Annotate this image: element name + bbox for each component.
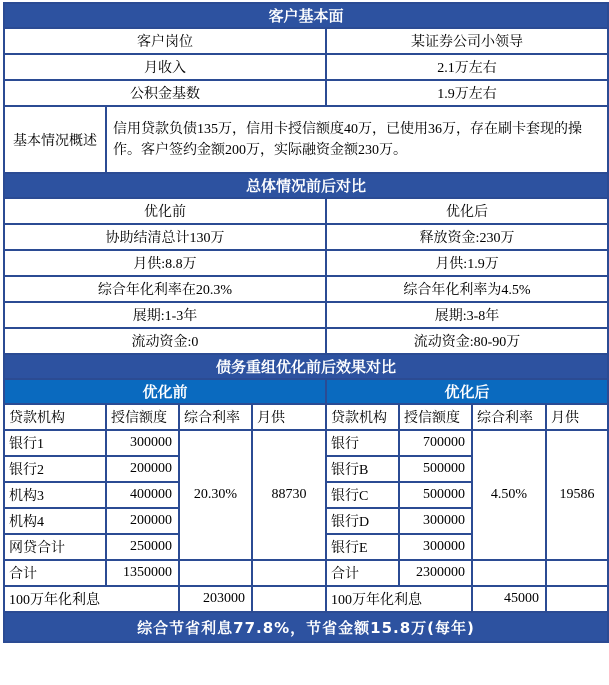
col-credit-before: 授信额度 xyxy=(106,404,179,430)
housing-fund-base-label: 公积金基数 xyxy=(4,80,326,106)
monthly-payment-after: 月供:1.9万 xyxy=(326,250,608,276)
empty-cell xyxy=(546,586,608,612)
monthly-before-merged: 88730 xyxy=(252,430,326,560)
monthly-income-label: 月收入 xyxy=(4,54,326,80)
empty-cell xyxy=(472,560,546,586)
section3-subheader-row xyxy=(4,379,608,404)
empty-cell xyxy=(252,586,326,612)
credit-after-2: 500000 xyxy=(399,456,472,482)
table-row xyxy=(4,250,608,276)
settled-total-before: 协助结清总计130万 xyxy=(4,224,326,250)
lender-before-4: 机构4 xyxy=(4,508,106,534)
total-value-after: 2300000 xyxy=(399,560,472,586)
rate-after-merged: 4.50% xyxy=(472,430,546,560)
overview-text: 信用贷款负债135万，信用卡授信额度40万，已使用36万，存在刷卡套现的操作。客户签约金额200万，实际融资金额230万。 xyxy=(106,106,608,173)
total-row xyxy=(4,560,608,586)
monthly-payment-before: 月供:8.8万 xyxy=(4,250,326,276)
credit-before-4: 200000 xyxy=(106,508,179,534)
credit-before-5: 250000 xyxy=(106,534,179,560)
overview-label: 基本情况概述 xyxy=(4,106,106,173)
section2-title: 总体情况前后对比 xyxy=(4,173,608,198)
rate-before-merged: 20.30% xyxy=(179,430,252,560)
monthly-income-value: 2.1万左右 xyxy=(326,54,608,80)
section1-header-row xyxy=(4,3,608,28)
annual-rate-after: 综合年化利率为4.5% xyxy=(326,276,608,302)
credit-after-1: 700000 xyxy=(399,430,472,456)
lender-after-1: 银行 xyxy=(326,430,399,456)
lender-after-5: 银行E xyxy=(326,534,399,560)
section1-title: 客户基本面 xyxy=(4,3,608,28)
section3-after-label: 优化后 xyxy=(326,379,608,404)
interest-value-after: 45000 xyxy=(472,586,546,612)
monthly-after-merged: 19586 xyxy=(546,430,608,560)
empty-cell xyxy=(252,560,326,586)
col-monthly-after: 月供 xyxy=(546,404,608,430)
lender-before-2: 银行2 xyxy=(4,456,106,482)
col-rate-before: 综合利率 xyxy=(179,404,252,430)
credit-before-3: 400000 xyxy=(106,482,179,508)
section3-before-label: 优化前 xyxy=(4,379,326,404)
table-row xyxy=(4,28,608,54)
credit-before-1: 300000 xyxy=(106,430,179,456)
housing-fund-base-value: 1.9万左右 xyxy=(326,80,608,106)
credit-after-4: 300000 xyxy=(399,508,472,534)
interest-row xyxy=(4,586,608,612)
empty-cell xyxy=(179,560,252,586)
footer-row xyxy=(4,612,608,642)
total-label-before: 合计 xyxy=(4,560,106,586)
section3-title: 债务重组优化前后效果对比 xyxy=(4,354,608,379)
col-lender-before: 贷款机构 xyxy=(4,404,106,430)
credit-after-5: 300000 xyxy=(399,534,472,560)
term-before: 展期:1-3年 xyxy=(4,302,326,328)
lender-before-5: 网贷合计 xyxy=(4,534,106,560)
customer-position-label: 客户岗位 xyxy=(4,28,326,54)
table-row xyxy=(4,430,608,456)
after-label: 优化后 xyxy=(326,198,608,224)
debt-restructure-report-table xyxy=(3,2,609,643)
overview-row xyxy=(4,106,608,173)
total-label-after: 合计 xyxy=(326,560,399,586)
col-credit-after: 授信额度 xyxy=(399,404,472,430)
column-header-row xyxy=(4,404,608,430)
interest-label-before: 100万年化利息 xyxy=(4,586,179,612)
table-row xyxy=(4,54,608,80)
empty-cell xyxy=(546,560,608,586)
table-row xyxy=(4,224,608,250)
interest-value-before: 203000 xyxy=(179,586,252,612)
lender-after-2: 银行B xyxy=(326,456,399,482)
table-row xyxy=(4,328,608,354)
table-row xyxy=(4,276,608,302)
liquidity-after: 流动资金:80-90万 xyxy=(326,328,608,354)
col-lender-after: 贷款机构 xyxy=(326,404,399,430)
lender-before-3: 机构3 xyxy=(4,482,106,508)
credit-after-3: 500000 xyxy=(399,482,472,508)
section3-header-row xyxy=(4,354,608,379)
col-monthly-before: 月供 xyxy=(252,404,326,430)
interest-label-after: 100万年化利息 xyxy=(326,586,472,612)
credit-before-2: 200000 xyxy=(106,456,179,482)
before-label: 优化前 xyxy=(4,198,326,224)
table-row xyxy=(4,302,608,328)
term-after: 展期:3-8年 xyxy=(326,302,608,328)
released-funds-after: 释放资金:230万 xyxy=(326,224,608,250)
annual-rate-before: 综合年化利率在20.3% xyxy=(4,276,326,302)
lender-after-4: 银行D xyxy=(326,508,399,534)
section2-header-row xyxy=(4,173,608,198)
lender-before-1: 银行1 xyxy=(4,430,106,456)
lender-after-3: 银行C xyxy=(326,482,399,508)
table-row xyxy=(4,198,608,224)
total-value-before: 1350000 xyxy=(106,560,179,586)
customer-position-value: 某证券公司小领导 xyxy=(326,28,608,54)
col-rate-after: 综合利率 xyxy=(472,404,546,430)
liquidity-before: 流动资金:0 xyxy=(4,328,326,354)
savings-summary: 综合节省利息77.8%，节省金额15.8万(每年) xyxy=(4,612,608,642)
table-row xyxy=(4,80,608,106)
